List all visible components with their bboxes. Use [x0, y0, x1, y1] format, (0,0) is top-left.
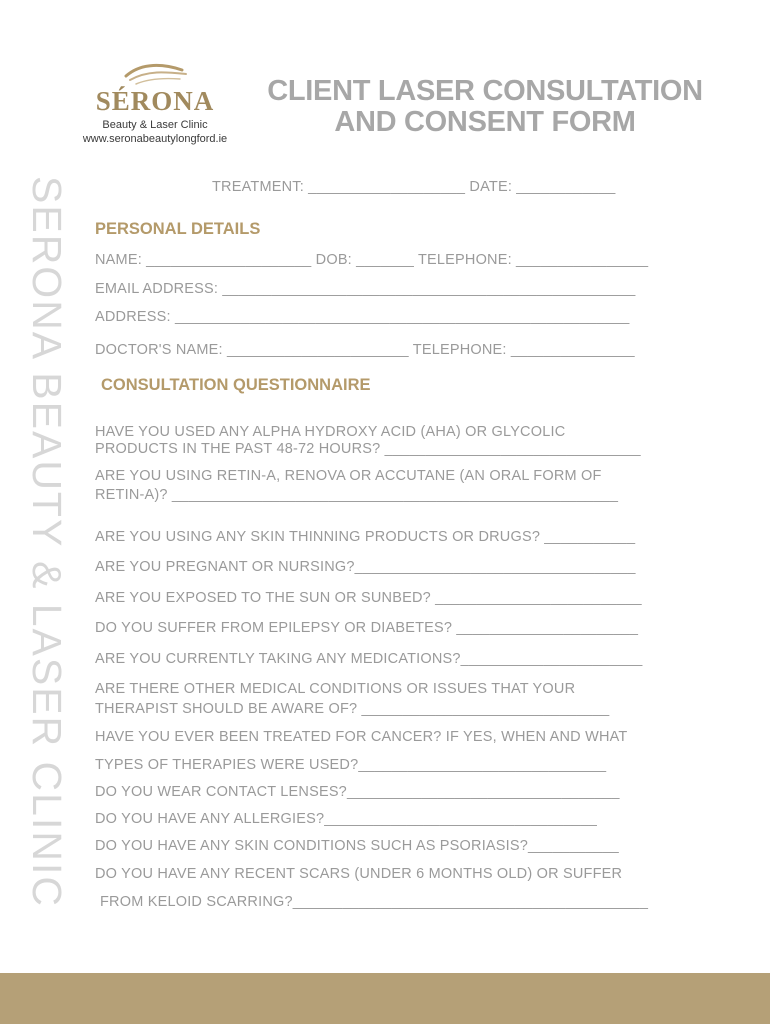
question-other-conditions-line-1: ARE THERE OTHER MEDICAL CONDITIONS OR ISSUES THAT YOUR: [95, 681, 576, 697]
question-other-conditions-answer[interactable]: THERAPIST SHOULD BE AWARE OF? ______________________________: [95, 701, 610, 717]
question-sun-exposure[interactable]: ARE YOU EXPOSED TO THE SUN OR SUNBED? _________________________: [95, 590, 642, 606]
clinic-logo: [70, 60, 240, 146]
question-skin-conditions[interactable]: DO YOU HAVE ANY SKIN CONDITIONS SUCH AS PSORIASIS?___________: [95, 838, 619, 854]
question-allergies[interactable]: DO YOU HAVE ANY ALLERGIES?_________________________________: [95, 811, 597, 827]
question-cancer-line-1: HAVE YOU EVER BEEN TREATED FOR CANCER? IF YES, WHEN AND WHAT: [95, 729, 628, 745]
name-dob-telephone-field[interactable]: NAME: ____________________ DOB: _______ TELEPHONE: ________________: [95, 252, 649, 268]
question-scars-line-1: DO YOU HAVE ANY RECENT SCARS (UNDER 6 MONTHS OLD) OR SUFFER: [95, 866, 623, 882]
doctor-telephone-field[interactable]: DOCTOR'S NAME: ______________________ TELEPHONE: _______________: [95, 342, 635, 358]
form-title-line-1: CLIENT LASER CONSULTATION: [267, 75, 703, 107]
vertical-watermark: SERONA BEAUTY & LASER CLINIC: [24, 176, 70, 908]
swirl-logo-icon: [120, 60, 190, 86]
question-retin-line-1: ARE YOU USING RETIN-A, RENOVA OR ACCUTANE (AN ORAL FORM OF: [95, 468, 602, 484]
form-title: [240, 76, 730, 138]
question-cancer-answer[interactable]: TYPES OF THERAPIES WERE USED?______________________________: [95, 757, 607, 773]
email-field[interactable]: EMAIL ADDRESS: __________________________________________________: [95, 281, 636, 297]
question-pregnant[interactable]: ARE YOU PREGNANT OR NURSING?__________________________________: [95, 559, 636, 575]
question-scars-answer[interactable]: FROM KELOID SCARRING?___________________________________________: [100, 894, 649, 910]
brand-name: SÉRONA: [95, 86, 215, 116]
questionnaire-heading: CONSULTATION QUESTIONNAIRE: [101, 376, 371, 394]
question-skin-thinning[interactable]: ARE YOU USING ANY SKIN THINNING PRODUCTS OR DRUGS? ___________: [95, 529, 636, 545]
personal-details-heading: PERSONAL DETAILS: [95, 220, 261, 238]
brand-url: www.seronabeautylongford.ie: [82, 133, 228, 145]
question-epilepsy-diabetes[interactable]: DO YOU SUFFER FROM EPILEPSY OR DIABETES? ______________________: [95, 620, 639, 636]
treatment-date-line[interactable]: TREATMENT: ___________________ DATE: ____________: [212, 179, 616, 195]
question-contact-lenses[interactable]: DO YOU WEAR CONTACT LENSES?_________________________________: [95, 784, 620, 800]
question-aha-answer[interactable]: PRODUCTS IN THE PAST 48-72 HOURS? _______________________________: [95, 441, 641, 457]
question-aha-line-1: HAVE YOU USED ANY ALPHA HYDROXY ACID (AHA) OR GLYCOLIC: [95, 424, 566, 440]
address-field[interactable]: ADDRESS: _______________________________________________________: [95, 309, 630, 325]
question-retin-answer[interactable]: RETIN-A)? ______________________________________________________: [95, 487, 619, 503]
form-title-line-2: AND CONSENT FORM: [334, 106, 636, 138]
brand-subtitle: Beauty & Laser Clinic: [102, 119, 208, 131]
footer-bar: [0, 973, 770, 1024]
question-medications[interactable]: ARE YOU CURRENTLY TAKING ANY MEDICATIONS?______________________: [95, 651, 643, 667]
